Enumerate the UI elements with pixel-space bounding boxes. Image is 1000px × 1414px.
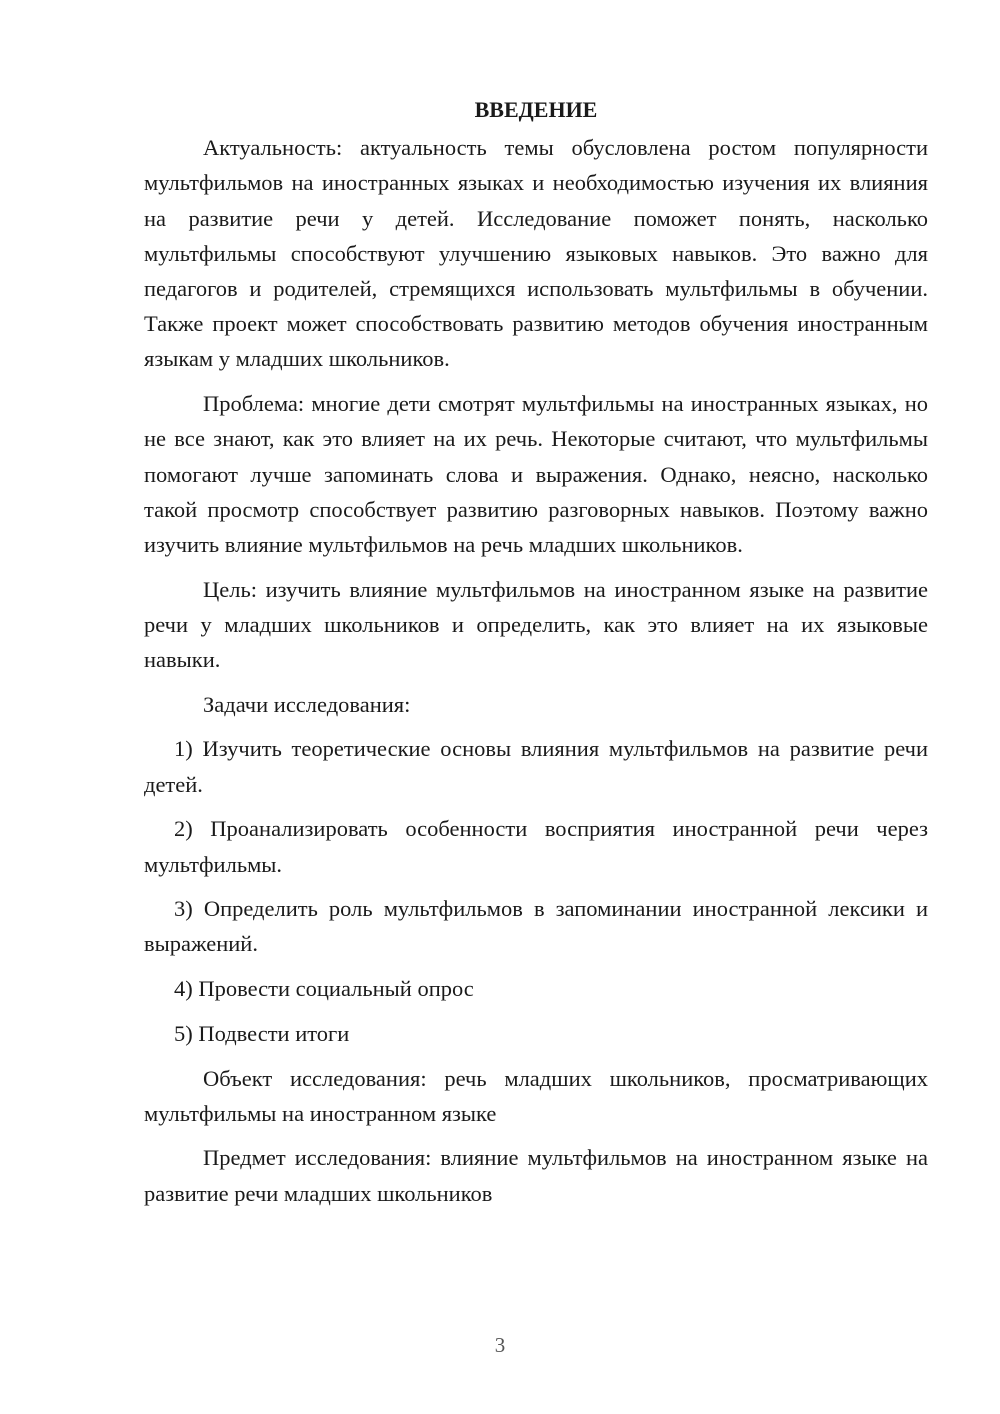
page-number: 3 bbox=[494, 1333, 506, 1357]
object-paragraph: Объект исследования: речь младших школьников, просматривающих мультфильмы на иностранном языке bbox=[144, 1065, 928, 1126]
goal-paragraph: Цель: изучить влияние мультфильмов на иностранном языке на развитие речи у младших школьников и определить, как это влияет на их языковые навыки. bbox=[144, 576, 928, 673]
subject-paragraph: Предмет исследования: влияние мультфильмов на иностранном языке на развитие речи младших школьников bbox=[144, 1145, 928, 1206]
section-title: ВВЕДЕНИЕ bbox=[474, 97, 598, 122]
document-page bbox=[144, 92, 928, 1220]
task-item: 3) Определить роль мультфильмов в запоминании иностранной лексики и выражений. bbox=[144, 896, 928, 957]
problem-paragraph: Проблема: многие дети смотрят мультфильмы на иностранных языках, но не все знают, как это влияет на их речь. Некоторые считают, что мультфильмы помогают лучше запоминать слова и выражения. Однако, неясно, насколько такой просмотр способствует развитию разговорных навыков. Поэтому важно изучить влияние мультфильмов на речь младших школьников. bbox=[144, 391, 928, 557]
task-item: 1) Изучить теоретические основы влияния мультфильмов на развитие речи детей. bbox=[144, 736, 928, 797]
tasks-heading: Задачи исследования: bbox=[203, 691, 411, 717]
relevance-paragraph: Актуальность: актуальность темы обусловлена ростом популярности мультфильмов на иностранных языках и необходимостью изучения их влияния на развитие речи у детей. Исследование поможет понять, насколько мультфильмы способствуют улучшению языковых навыков. Это важно для педагогов и родителей, стремящихся использовать мультфильмы в обучении. Также проект может способствовать развитию методов обучения иностранным языкам у младших школьников. bbox=[144, 135, 928, 372]
task-item: 4) Провести социальный опрос bbox=[174, 976, 474, 1002]
task-item: 2) Проанализировать особенности восприятия иностранной речи через мультфильмы. bbox=[144, 816, 928, 877]
task-item: 5) Подвести итоги bbox=[174, 1020, 350, 1046]
